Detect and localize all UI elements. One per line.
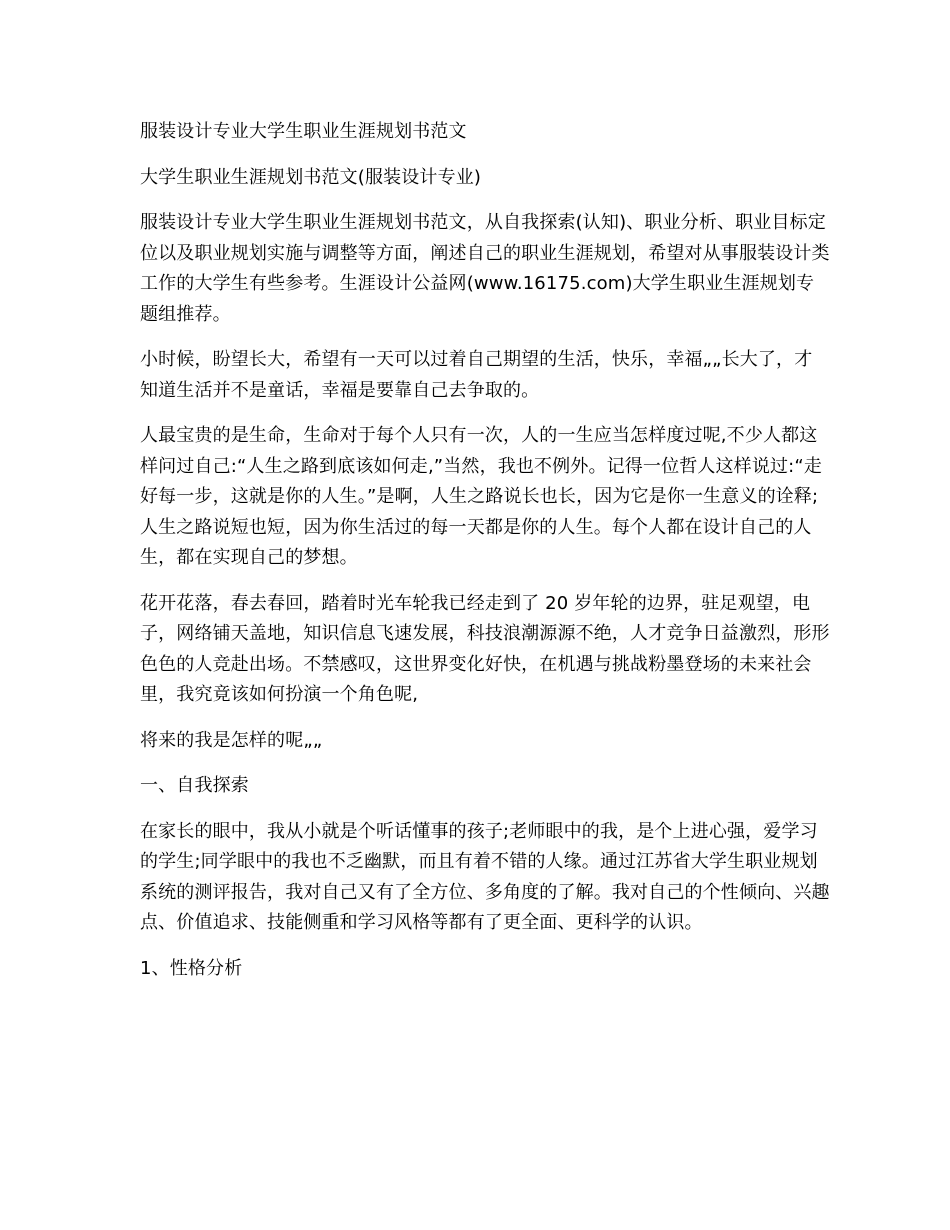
paragraph-intro: 服装设计专业大学生职业生涯规划书范文，从自我探索(认知)、职业分析、职业目标定位以及职业规划实施与调整等方面，阐述自己的职业生涯规划，希望对从事服装设计类工作的大学生有些参考。生涯设计公益网(www.16175.com)大学生职业生涯规划专题组推荐。	[140, 212, 830, 325]
paragraph-childhood: 小时候，盼望长大，希望有一天可以过着自己期望的生活，快乐，幸福„„长大了，才知道生活并不是童话，幸福是要靠自己去争取的。	[140, 349, 813, 401]
section-paragraph: 在家长的眼中，我从小就是个听话懂事的孩子;老师眼中的我，是个上进心强，爱学习的学生;同学眼中的我也不乏幽默，而且有着不错的人缘。通过江苏省大学生职业规划系统的测评报告，我对自己又有了全方位、多角度的了解。我对自己的个性倾向、兴趣点、价值追求、技能侧重和学习风格等都有了更全面、更科学的认识。	[140, 820, 830, 933]
subsection-heading: 1、性格分析	[140, 957, 243, 979]
paragraph-time: 花开花落，春去春回，踏着时光车轮我已经走到了 20 岁年轮的边界，驻足观望，电子，网络铺天盖地，知识信息飞速发展，科技浪潮源源不绝，人才竞争日益激烈，形形色色的人竞赴出场。不禁感叹，这世界变化好快，在机遇与挑战粉墨登场的未来社会里，我究竟该如何扮演一个角色呢,	[140, 592, 830, 705]
section-heading: 一、自我探索	[140, 775, 249, 796]
document-title: 服装设计专业大学生职业生涯规划书范文	[140, 121, 467, 142]
document-subtitle: 大学生职业生涯规划书范文(服装设计专业)	[140, 166, 482, 188]
document-body	[140, 117, 830, 999]
paragraph-life: 人最宝贵的是生命，生命对于每个人只有一次，人的一生应当怎样度过呢,不少人都这样问过自己:“人生之路到底该如何走,”当然，我也不例外。记得一位哲人这样说过:“走好每一步，这就是你的人生。”是啊，人生之路说长也长，因为它是你一生意义的诠释;人生之路说短也短，因为你生活过的每一天都是你的人生。每个人都在设计自己的人生，都在实现自己的梦想。	[140, 425, 822, 568]
paragraph-future: 将来的我是怎样的呢„„	[140, 729, 323, 751]
